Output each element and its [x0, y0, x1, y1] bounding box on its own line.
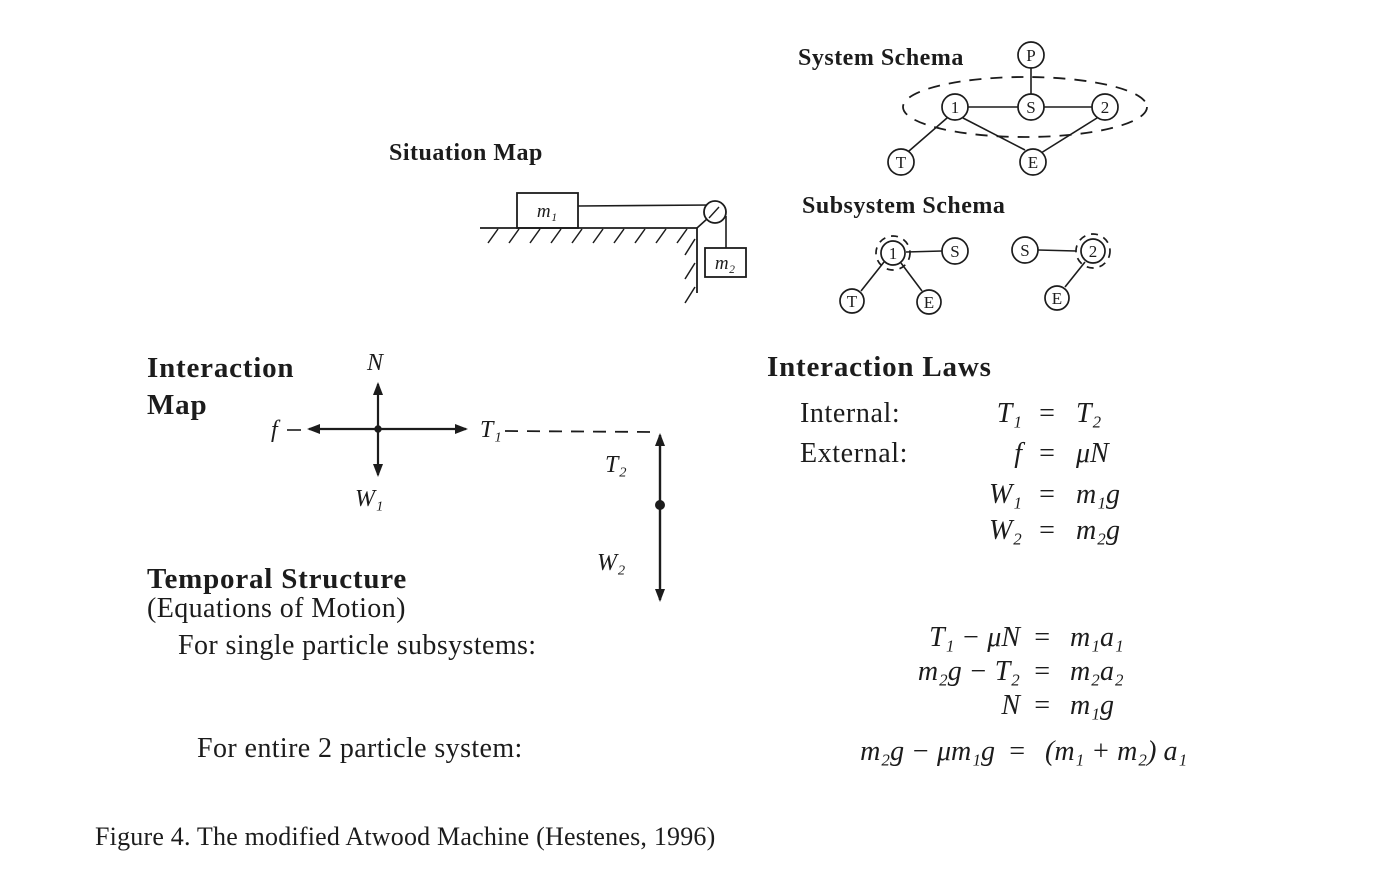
particle2-dot — [656, 501, 665, 510]
tension1-force-label: T₁ — [480, 417, 502, 443]
law-rhs: μN — [1076, 438, 1109, 469]
schema-node-table — [888, 149, 914, 175]
rope-horizontal — [578, 205, 711, 206]
equation-lhs: N — [1001, 690, 1020, 721]
subsystem2-edges — [1038, 250, 1085, 287]
subsystem1-node-string — [942, 238, 968, 264]
law-rhs: m₂g — [1076, 515, 1120, 546]
law-row-external — [800, 438, 1240, 470]
svg-text:1: 1 — [950, 98, 960, 117]
single-particle-label: For single particle subsystems: — [178, 630, 537, 661]
law-rhs: T₂ — [1076, 398, 1102, 429]
entire-system-label: For entire 2 particle system: — [197, 733, 523, 764]
equation-equals: = — [1032, 656, 1052, 687]
equation-row — [790, 622, 1270, 654]
system-schema-diagram — [875, 22, 1185, 192]
wall-hatch-marks — [685, 239, 695, 303]
external-label: External: — [800, 438, 909, 469]
svg-text:S: S — [1020, 241, 1030, 260]
equation-equals: = — [1032, 690, 1052, 721]
particle1-dot — [375, 426, 381, 432]
equation-rhs: (m₁ + m₂) a₁ — [1045, 736, 1188, 767]
interaction-laws-title: Interaction Laws — [767, 351, 992, 383]
law-rhs: m₁g — [1076, 479, 1120, 510]
equation-lhs: m₂g − μm₁g — [860, 736, 995, 767]
svg-text:2: 2 — [1088, 242, 1098, 261]
law-lhs: T₁ — [996, 398, 1022, 429]
weight1-force-label: W₁ — [355, 486, 384, 512]
svg-text:S: S — [1026, 98, 1036, 117]
law-row-internal — [800, 398, 1240, 430]
schema-node-pulley — [1018, 42, 1044, 68]
situation-map-diagram — [468, 175, 778, 325]
subsystem2-node-particle2 — [1081, 239, 1105, 263]
entire-system-equation-row — [760, 736, 1240, 768]
equation-row — [790, 656, 1270, 688]
internal-label: Internal: — [800, 398, 901, 429]
svg-text:T: T — [846, 292, 858, 311]
mass1-label: m₁ — [536, 201, 558, 222]
equation-equals: = — [1007, 736, 1027, 767]
figure-caption: Figure 4. The modified Atwood Machine (Hestenes, 1996) — [95, 822, 716, 851]
table-hatch-marks — [488, 229, 687, 243]
law-lhs: W₂ — [988, 515, 1022, 546]
svg-text:E: E — [1051, 289, 1063, 308]
schema-node-particle1 — [942, 94, 968, 120]
subsystem-schema-diagram — [820, 226, 1140, 326]
law-lhs: f — [1014, 438, 1022, 469]
string-dashed-link — [505, 431, 652, 432]
schema-node-earth — [1020, 149, 1046, 175]
svg-text:P: P — [1026, 46, 1036, 65]
law-lhs: W₁ — [988, 479, 1022, 510]
schema-node-particle2 — [1092, 94, 1118, 120]
law-equals: = — [1039, 398, 1055, 429]
tension2-force-label: T₂ — [605, 452, 627, 478]
svg-text:1: 1 — [888, 244, 898, 263]
interaction-map-title-line1: Interaction — [147, 352, 295, 384]
svg-text:S: S — [950, 242, 960, 261]
equation-equals: = — [1032, 622, 1052, 653]
subsystem1-node-table — [840, 289, 864, 313]
schema-node-string — [1018, 94, 1044, 120]
schema-edges — [909, 68, 1097, 153]
mass2-label: m₂ — [714, 253, 736, 274]
svg-text:2: 2 — [1100, 98, 1110, 117]
subsystem1-node-earth — [917, 290, 941, 314]
friction-force-label: f — [271, 417, 278, 443]
equation-rhs: m₁a₁ — [1070, 622, 1124, 653]
equation-lhs: m₂g − T₂ — [917, 656, 1020, 687]
system-schema-title: System Schema — [798, 45, 964, 71]
law-equals: = — [1039, 479, 1055, 510]
subsystem1-node-particle1 — [881, 241, 905, 265]
law-row-weight1 — [800, 479, 1240, 511]
law-equals: = — [1039, 438, 1055, 469]
subsystem2-node-earth — [1045, 286, 1069, 310]
subsystem2-node-string — [1012, 237, 1038, 263]
equation-lhs: T₁ − μN — [929, 622, 1020, 653]
equation-rhs: m₂a₂ — [1070, 656, 1124, 687]
svg-text:E: E — [1027, 153, 1039, 172]
svg-text:E: E — [923, 293, 935, 312]
temporal-structure-subtitle: (Equations of Motion) — [147, 593, 406, 624]
situation-map-title: Situation Map — [389, 140, 543, 166]
interaction-map-title-line2: Map — [147, 389, 208, 421]
equation-rhs: m₁g — [1070, 690, 1114, 721]
weight2-force-label: W₂ — [597, 550, 626, 576]
equation-row — [790, 690, 1270, 722]
subsystem-schema-title: Subsystem Schema — [802, 193, 1006, 219]
normal-force-label: N — [367, 350, 384, 376]
temporal-structure-title: Temporal Structure — [147, 563, 408, 595]
law-equals: = — [1039, 515, 1055, 546]
law-row-weight2 — [800, 515, 1240, 547]
svg-text:T: T — [895, 153, 907, 172]
